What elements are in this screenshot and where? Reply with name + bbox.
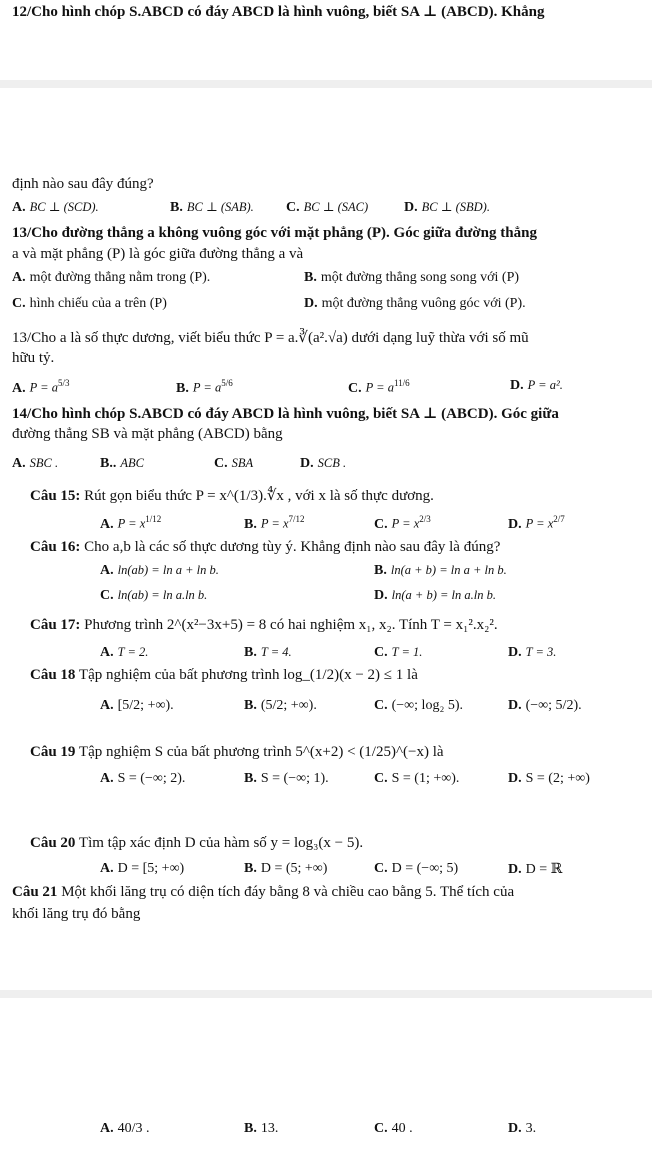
q14-line2: đường thẳng SB và mặt phẳng (ABCD) bằng	[12, 426, 283, 442]
q21-line2: khối lăng trụ đó bằng	[12, 906, 141, 922]
q18-option-b: B. (5/2; +∞).	[244, 698, 317, 713]
q20-option-c: C. D = (−∞; 5)	[374, 861, 459, 876]
q20-option-d: D. D = ℝ	[508, 862, 563, 877]
q18-option-d: D. (−∞; 5/2).	[508, 698, 582, 713]
q14-line1: 14/Cho hình chóp S.ABCD có đáy ABCD là hình vuông, biết SA ⊥ (ABCD). Góc giữa	[12, 406, 559, 422]
q13a-line1: 13/Cho đường thẳng a không vuông góc với mặt phẳng (P). Góc giữa đường thẳng	[12, 225, 537, 241]
q17-stem: Câu 17: Phương trình 2^(x²−3x+5) = 8 có hai nghiệm x₁, x₂. Tính T = x₁².x₂².	[30, 617, 498, 633]
q12-option-a: A. BC ⊥ (SCD).	[12, 200, 99, 215]
q16-option-b: B. ln(a + b) = ln a + ln b.	[374, 563, 507, 578]
q20-option-a: A. D = [5; +∞)	[100, 861, 185, 876]
q19-option-b: B. S = (−∞; 1).	[244, 771, 329, 786]
q12-option-c: C. BC ⊥ (SAC)	[286, 200, 369, 215]
q21-option-a: A. 40/3 .	[100, 1121, 150, 1136]
q13b-line1: 13/Cho a là số thực dương, viết biểu thức P = a.∛(a².√a) dưới dạng luỹ thừa với số mũ	[12, 330, 529, 346]
q18-stem: Câu 18 Tập nghiệm của bất phương trình log_(1/2)(x − 2) ≤ 1 là	[30, 667, 418, 683]
q16-option-a: A. ln(ab) = ln a + ln b.	[100, 563, 219, 578]
q12-head: 12/Cho hình chóp S.ABCD có đáy ABCD là hình vuông, biết SA ⊥ (ABCD). Khẳng	[12, 4, 545, 20]
q15-stem: Câu 15: Rút gọn biểu thức P = x^(1/3).∜x , với x là số thực dương.	[30, 488, 434, 504]
q20-stem: Câu 20 Tìm tập xác định D của hàm số y = log₃(x − 5).	[30, 835, 364, 851]
q17-option-a: A. T = 2.	[100, 645, 149, 660]
q16-option-d: D. ln(a + b) = ln a.ln b.	[374, 588, 496, 603]
q12-option-d: D. BC ⊥ (SBD).	[404, 200, 490, 215]
q18-option-a: A. [5/2; +∞).	[100, 698, 174, 713]
q15-option-c: C. $P = x^{2/3}$	[374, 514, 431, 532]
q13b-line2: hữu tỷ.	[12, 350, 55, 366]
q19-stem: Câu 19 Tập nghiệm S của bất phương trình 5^(x+2) < (1/25)^(−x) là	[30, 744, 444, 760]
q14-option-d: D. SCB .	[300, 456, 347, 471]
q13b-option-d: D. P = a².	[510, 378, 563, 393]
q13b-option-b: B. $P = a^{5/6}$	[176, 378, 233, 396]
q15-option-b: B. $P = x^{7/12}$	[244, 514, 305, 532]
q17-option-d: D. T = 3.	[508, 645, 557, 660]
q15-option-d: D. $P = x^{2/7}$	[508, 514, 565, 532]
page-gap	[0, 990, 652, 998]
q21-option-c: C. 40 .	[374, 1121, 413, 1136]
q18-option-c: C. (−∞; log₂ 5).	[374, 698, 463, 713]
q17-option-c: C. T = 1.	[374, 645, 423, 660]
q12-option-b: B. BC ⊥ (SAB).	[170, 200, 254, 215]
q14-option-b: B.. ABC	[100, 456, 144, 471]
q13a-option-d: D. một đường thẳng vuông góc với (P).	[304, 296, 526, 311]
page-gap	[0, 80, 652, 88]
q12-cont: định nào sau đây đúng?	[12, 176, 154, 192]
q13a-option-c: C. hình chiếu của a trên (P)	[12, 296, 167, 311]
q13a-line2: a và mặt phẳng (P) là góc giữa đường thẳng a và	[12, 246, 304, 262]
q14-option-c: C. SBA	[214, 456, 254, 471]
q15-option-a: A. $P = x^{1/12}$	[100, 514, 162, 532]
q13b-option-c: C. $P = a^{11/6}$	[348, 378, 410, 396]
q13b-option-a: A. $P = a^{5/3}$	[12, 378, 70, 396]
q17-option-b: B. T = 4.	[244, 645, 292, 660]
q13a-option-b: B. một đường thẳng song song với (P)	[304, 270, 520, 285]
q20-option-b: B. D = (5; +∞)	[244, 861, 328, 876]
q21-option-b: B. 13.	[244, 1121, 279, 1136]
q21-line1: Câu 21 Một khối lăng trụ có diện tích đáy bằng 8 và chiều cao bằng 5. Thể tích của	[12, 884, 515, 900]
q19-option-a: A. S = (−∞; 2).	[100, 771, 186, 786]
q13a-option-a: A. một đường thẳng nằm trong (P).	[12, 270, 211, 285]
q16-stem: Câu 16: Cho a,b là các số thực dương tùy ý. Khẳng định nào sau đây là đúng?	[30, 539, 501, 555]
q21-option-d: D. 3.	[508, 1121, 537, 1136]
q14-option-a: A. SBC .	[12, 456, 59, 471]
q19-option-c: C. S = (1; +∞).	[374, 771, 460, 786]
q19-option-d: D. S = (2; +∞)	[508, 771, 590, 786]
q16-option-c: C. ln(ab) = ln a.ln b.	[100, 588, 208, 603]
